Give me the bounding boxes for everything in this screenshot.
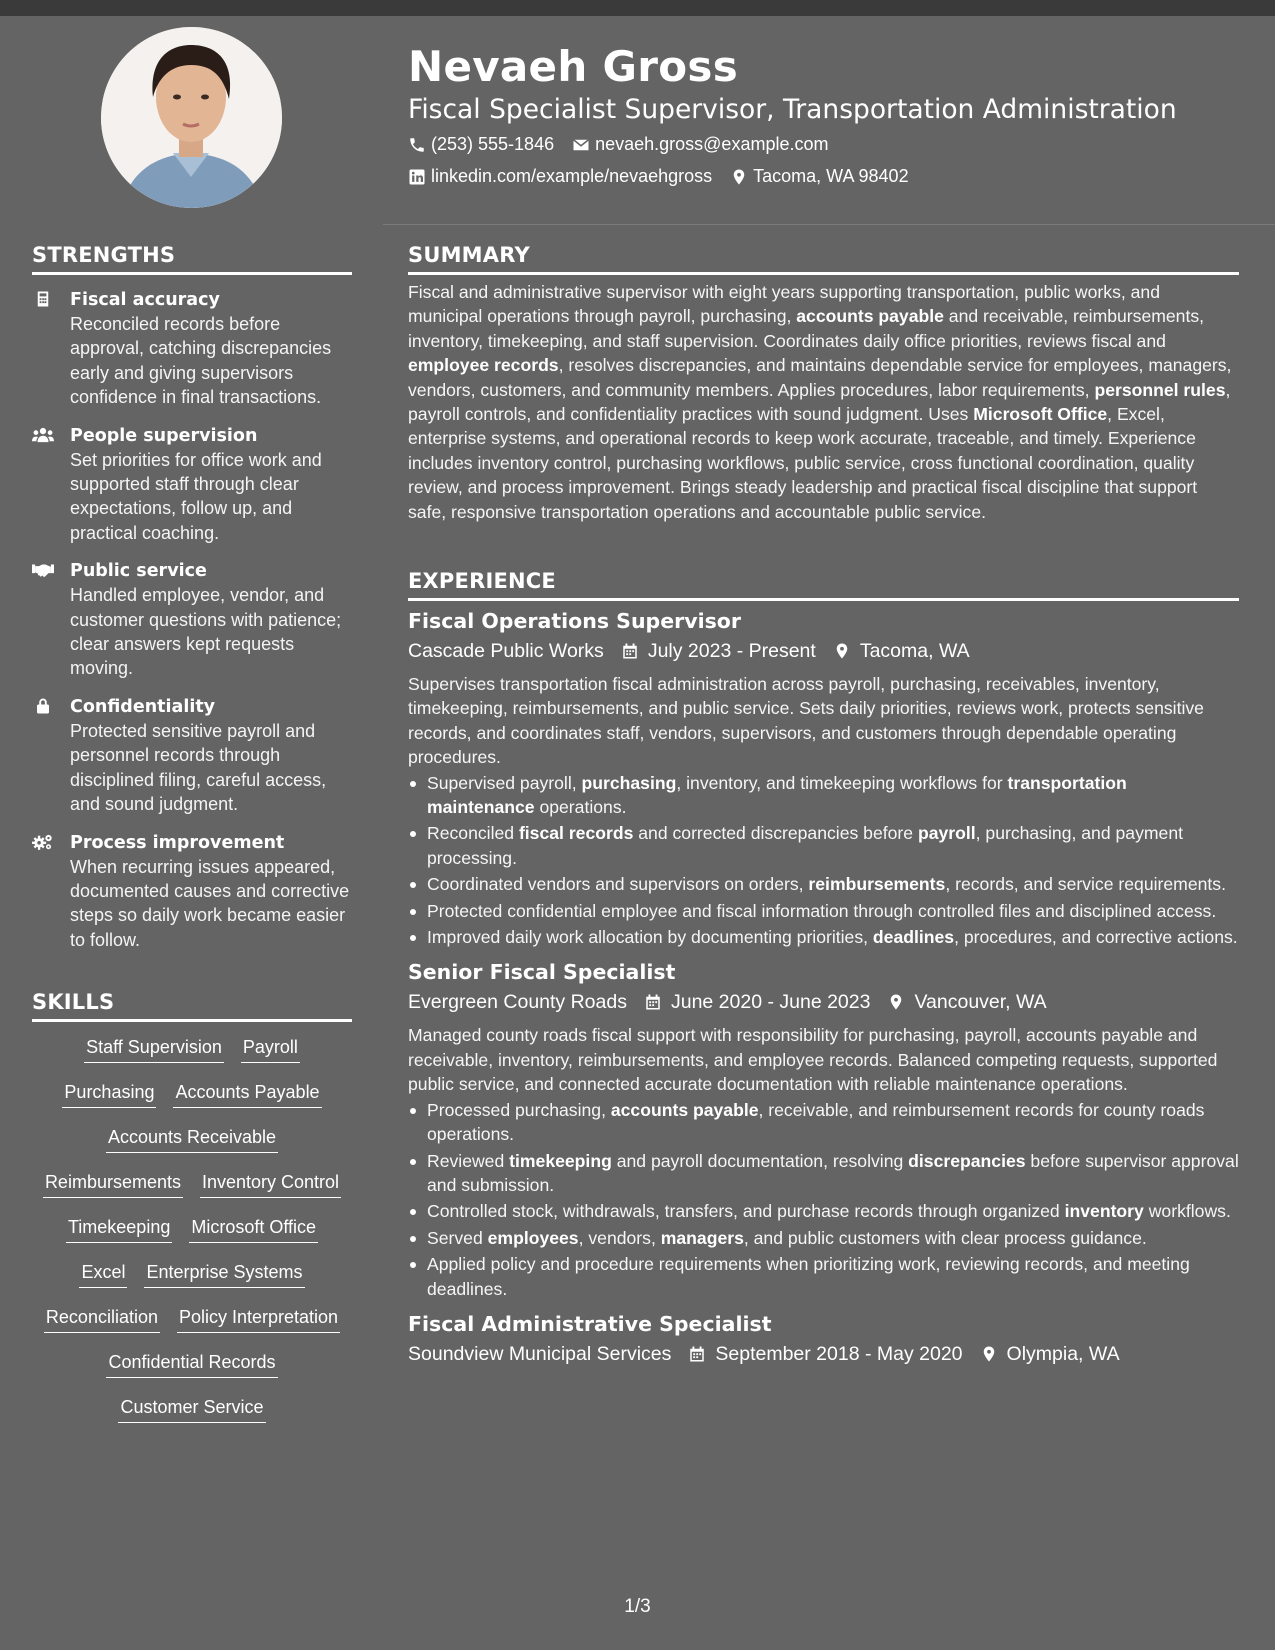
bullet-segment: Controlled stock, withdrawals, transfers, and purchase records through organized	[427, 1201, 1065, 1222]
candidate-name: Nevaeh Gross	[408, 42, 739, 91]
summary-segment: , Excel, enterprise systems, and operational records to keep work accurate, traceable, and timely. Experience includes inventory control, purchasing workflows, public service, cross functional coordination, quality review, and process improvement. Brings steady leadership and practical fiscal discipline that support safe, responsive transportation operations and accountable public service.	[408, 404, 1198, 522]
skill-tag: Enterprise Systems	[144, 1260, 304, 1288]
bullet-bold: transportation maintenance	[427, 772, 1127, 818]
page-number: 1/3	[624, 1596, 651, 1617]
strength-name: Confidentiality	[70, 696, 216, 717]
bullet-bold: payroll	[917, 823, 976, 844]
skill-tag: Staff Supervision	[84, 1035, 224, 1063]
job-company: Cascade Public Works	[408, 640, 604, 662]
skill-row	[32, 1215, 352, 1260]
contact-row-1	[408, 134, 828, 155]
job-bullet	[408, 899, 1239, 923]
job-description: Managed county roads fiscal support with responsibility for purchasing, payroll, accounts payable and receivable, inventory, reimbursements, and employee records. Balanced competing requests, supported public service, and connected accurate documentation with reliable maintenance operations.	[408, 1025, 1218, 1095]
strength-item	[32, 831, 352, 953]
linkedin-text: linkedin.com/example/nevaehgross	[431, 166, 713, 186]
strength-item	[32, 424, 352, 546]
skill-tag: Inventory Control	[200, 1170, 341, 1198]
job-location: Olympia, WA	[1006, 1342, 1120, 1365]
job-meta	[408, 1339, 1239, 1369]
job-title: Fiscal Operations Supervisor	[408, 609, 742, 633]
handshake-icon	[32, 561, 54, 579]
strength-name: People supervision	[70, 425, 258, 446]
phone-icon	[408, 136, 426, 154]
bullet-segment: before supervisor approval and submission.	[427, 1150, 1239, 1195]
bullet-segment: , records, and service requirements.	[945, 874, 1226, 895]
summary-segment: , resolves discrepancies, and maintains dependable service for employees, managers, vendors, customers, and community members. Applies procedures, labor requirements,	[408, 355, 1232, 400]
calendar-icon	[621, 642, 639, 660]
header-divider	[383, 224, 1275, 225]
job-bullet	[408, 771, 1239, 820]
bullet-bold: purchasing	[581, 772, 677, 793]
skill-tag: Reconciliation	[44, 1305, 160, 1333]
job-title: Fiscal Administrative Specialist	[408, 1311, 772, 1336]
strength-desc: When recurring issues appeared, documented causes and corrective steps so daily work became easier to follow.	[70, 856, 350, 950]
users-icon	[32, 426, 54, 444]
summary-segment: and receivable, reimbursements, inventory, timekeeping, and staff supervision. Coordinates daily office priorities, reviews fiscal and	[408, 306, 1205, 351]
bullet-segment: , vendors,	[578, 1227, 661, 1248]
job-location-item	[980, 1339, 1120, 1369]
summary-bold: accounts payable	[796, 306, 944, 327]
job-bullet	[408, 1149, 1239, 1198]
job-location: Tacoma, WA	[859, 640, 970, 662]
phone-text: (253) 555-1846	[431, 134, 555, 154]
job-bullet	[408, 1199, 1239, 1223]
skill-tag: Accounts Payable	[173, 1080, 321, 1108]
job-location: Vancouver, WA	[914, 991, 1047, 1014]
bullet-segment: operations.	[534, 797, 627, 818]
skill-tag: Confidential Records	[106, 1350, 277, 1378]
envelope-icon	[572, 136, 590, 154]
skill-row	[32, 1080, 352, 1125]
bullet-segment: Applied policy and procedure requirements when prioritizing work, reviewing records, and meeting deadlines.	[427, 1254, 1190, 1299]
bullet-bold: discrepancies	[908, 1150, 1026, 1171]
location-text: Tacoma, WA 98402	[753, 166, 909, 186]
job-bullets	[408, 1098, 1239, 1301]
job-bullet	[408, 821, 1239, 870]
job-bullets	[408, 771, 1239, 950]
strength-name: Public service	[70, 561, 207, 582]
bullet-segment: and payroll documentation, resolving	[611, 1150, 909, 1171]
calendar-icon	[644, 993, 662, 1011]
job-bullet	[408, 1226, 1239, 1250]
summary-bold: Microsoft Office	[973, 404, 1108, 425]
job-company: Evergreen County Roads	[408, 991, 627, 1014]
skill-row	[32, 1170, 352, 1215]
job-meta	[408, 987, 1239, 1017]
skills-heading: SKILLS	[32, 990, 352, 1022]
strength-desc: Protected sensitive payroll and personnel records through disciplined filing, careful access, and sound judgment.	[70, 720, 327, 815]
calculator-icon	[32, 290, 54, 308]
bullet-segment: , procedures, and corrective actions.	[954, 927, 1238, 948]
phone-contact[interactable]	[408, 134, 554, 155]
skill-tag: Excel	[79, 1260, 127, 1288]
skill-tag: Purchasing	[62, 1080, 156, 1108]
job-meta	[408, 636, 1239, 666]
job-dates-item	[621, 636, 816, 666]
bullet-bold: timekeeping	[509, 1150, 612, 1171]
map-pin-icon	[833, 642, 851, 660]
summary-heading: SUMMARY	[408, 243, 1239, 275]
bullet-segment: , inventory, and timekeeping workflows for	[676, 772, 1008, 793]
email-text: nevaeh.gross@example.com	[595, 134, 829, 154]
job-dates: June 2020 - June 2023	[670, 991, 871, 1014]
bullet-segment: Reconciled	[427, 823, 519, 844]
job-dates-item	[644, 987, 871, 1017]
linkedin-contact[interactable]	[408, 166, 712, 187]
strengths-heading: STRENGTHS	[32, 243, 352, 275]
job-dates: July 2023 - Present	[647, 640, 816, 662]
bullet-bold: inventory	[1064, 1201, 1144, 1222]
bullet-bold: employees	[487, 1227, 579, 1248]
job-entry	[408, 957, 1239, 1300]
bullet-bold: managers	[660, 1227, 744, 1248]
strengths-list	[32, 288, 352, 966]
skill-tag: Reimbursements	[43, 1170, 183, 1198]
job-location-item	[887, 987, 1046, 1017]
contact-row-2	[408, 166, 909, 187]
location-contact	[730, 166, 908, 187]
lock-icon	[32, 697, 54, 715]
linkedin-icon	[408, 168, 426, 186]
job-company: Soundview Municipal Services	[408, 1342, 672, 1365]
bullet-segment: Coordinated vendors and supervisors on orders,	[427, 874, 809, 895]
bullet-segment: Reviewed	[427, 1150, 510, 1171]
bullet-segment: , purchasing, and payment processing.	[427, 823, 1183, 868]
bullet-segment: , and public customers with clear process guidance.	[743, 1227, 1147, 1248]
skill-row	[32, 1035, 352, 1080]
job-entry	[408, 1309, 1239, 1369]
job-bullet	[408, 1252, 1239, 1301]
job-bullet	[408, 925, 1239, 949]
strength-name: Fiscal accuracy	[70, 290, 220, 310]
bullet-segment: workflows.	[1143, 1201, 1231, 1222]
strength-desc: Handled employee, vendor, and customer questions with patience; clear answers kept requests moving.	[70, 585, 342, 679]
skill-tag: Policy Interpretation	[177, 1305, 340, 1333]
job-dates: September 2018 - May 2020	[715, 1342, 963, 1365]
job-location-item	[833, 636, 970, 666]
strength-item	[32, 288, 352, 410]
strength-desc: Reconciled records before approval, catching discrepancies early and giving supervisors confidence in final transactions.	[70, 314, 332, 408]
strength-item	[32, 559, 352, 681]
job-description: Supervises transportation fiscal administration across payroll, purchasing, receivables, inventory, timekeeping, reimbursements, and public service. Sets daily priorities, reviews work, protects sensitive records, and coordinates staff, vendors, supervisors, and customers through dependable operating procedures.	[408, 674, 1204, 768]
bullet-bold: reimbursements	[808, 874, 946, 895]
summary-bold: employee records	[408, 355, 559, 376]
candidate-title: Fiscal Specialist Supervisor, Transportation Administration	[408, 94, 1177, 125]
summary-segment: Fiscal and administrative supervisor with eight years supporting transportation, public works, and municipal operations through payroll, purchasing,	[408, 282, 1161, 327]
profile-photo	[101, 27, 282, 208]
bullet-bold: accounts payable	[610, 1099, 759, 1120]
skill-tag: Microsoft Office	[189, 1215, 318, 1243]
skill-tag: Payroll	[241, 1035, 300, 1063]
skill-tag: Accounts Receivable	[106, 1125, 278, 1153]
summary-bold: personnel rules	[1094, 379, 1226, 400]
skill-row	[32, 1125, 352, 1170]
summary-text	[408, 280, 1239, 524]
bullet-segment: Supervised payroll,	[427, 772, 582, 793]
strength-item	[32, 695, 352, 817]
skill-tag: Timekeeping	[66, 1215, 172, 1243]
bullet-segment: Processed purchasing,	[427, 1099, 611, 1120]
bullet-segment: , receivable, and reimbursement records for county roads operations.	[427, 1099, 1205, 1145]
job-dates-item	[688, 1339, 962, 1369]
skills-list	[32, 1035, 352, 1440]
strength-desc: Set priorities for office work and supported staff through clear expectations, follow up, and practical coaching.	[70, 449, 322, 543]
skill-row	[32, 1260, 352, 1305]
job-title: Senior Fiscal Specialist	[408, 960, 676, 985]
strength-name: Process improvement	[70, 832, 285, 853]
bullet-segment: Improved daily work allocation by documenting priorities,	[427, 927, 873, 948]
bullet-bold: deadlines	[872, 927, 955, 948]
experience-list	[408, 606, 1239, 1377]
map-pin-icon	[887, 993, 905, 1011]
skill-row	[32, 1395, 352, 1440]
email-contact[interactable]	[572, 134, 828, 155]
skill-row	[32, 1305, 352, 1350]
summary-segment: , payroll controls, and confidentiality practices with sound judgment. Uses	[408, 379, 1231, 425]
calendar-icon	[688, 1345, 706, 1363]
top-bar	[0, 0, 1275, 16]
gears-icon	[32, 833, 54, 851]
map-pin-icon	[730, 168, 748, 186]
map-pin-icon	[980, 1345, 998, 1363]
bullet-segment: Protected confidential employee and fiscal information through controlled files and disciplined access.	[427, 900, 1217, 921]
job-bullet	[408, 872, 1239, 896]
bullet-segment: Served	[427, 1227, 488, 1248]
job-bullet	[408, 1098, 1239, 1147]
skill-tag: Customer Service	[118, 1395, 265, 1423]
job-entry	[408, 606, 1239, 949]
bullet-segment: and corrected discrepancies before	[633, 823, 918, 844]
bullet-bold: fiscal records	[518, 823, 634, 844]
experience-heading: EXPERIENCE	[408, 569, 1239, 601]
skill-row	[32, 1350, 352, 1395]
